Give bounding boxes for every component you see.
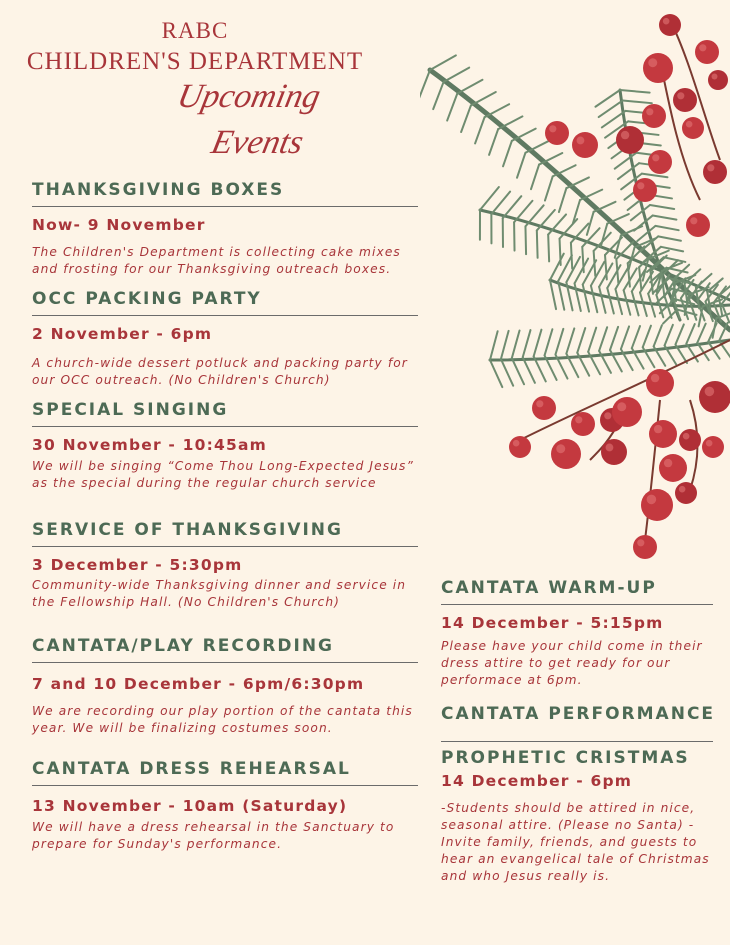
- event-occ-packing-party: [32, 289, 418, 389]
- event-date: 13 November - 10am (Saturday): [32, 797, 348, 815]
- event-description: Community-wide Thanksgiving dinner and service in the Fellowship Hall. (No Children's Church): [32, 578, 407, 609]
- berry: [686, 213, 710, 237]
- berry: [695, 40, 719, 64]
- event-date: 2 November - 6pm: [32, 325, 213, 343]
- event-title: CANTATA PERFORMANCE: [441, 704, 716, 724]
- berry: [679, 429, 701, 451]
- berry-highlight: [621, 131, 629, 139]
- event-title: CANTATA WARM-UP: [441, 578, 657, 598]
- berry-highlight: [646, 108, 653, 115]
- berry-highlight: [654, 425, 662, 433]
- berry: [659, 454, 687, 482]
- event-title: SPECIAL SINGING: [32, 400, 229, 420]
- berry-highlight: [536, 400, 543, 407]
- event-description: We are recording our play portion of the cantata this year. We will be finalizing costumes soon.: [32, 704, 413, 735]
- script-title-upcoming: Upcoming: [174, 78, 324, 115]
- berry: [675, 482, 697, 504]
- berry: [633, 178, 657, 202]
- berry: [532, 396, 556, 420]
- berry-highlight: [513, 440, 520, 447]
- berry: [545, 121, 569, 145]
- event-title: SERVICE OF THANKSGIVING: [32, 520, 343, 540]
- berry-highlight: [604, 412, 611, 419]
- berry: [673, 88, 697, 112]
- berry-highlight: [664, 459, 672, 467]
- divider: [32, 206, 418, 207]
- berry-highlight: [637, 182, 644, 189]
- berry: [699, 381, 730, 413]
- event-cantata-warm-up: [441, 578, 713, 689]
- berry: [648, 150, 672, 174]
- berry-highlight: [606, 444, 614, 452]
- berry-highlight: [712, 74, 718, 80]
- berry: [571, 412, 595, 436]
- berry-highlight: [617, 402, 626, 411]
- berry: [646, 369, 674, 397]
- event-cantata-performance: [441, 704, 716, 885]
- event-description: We will be singing “Come Thou Long-Expected Jesus” as the special during the regular church service: [32, 459, 414, 490]
- event-description: -Students should be attired in nice, seasonal attire. (Please no Santa) -Invite family, friends, and guests to hear an evangelical tale of Christmas and who Jesus really is.: [441, 801, 710, 883]
- berry: [702, 436, 724, 458]
- berry-highlight: [683, 433, 690, 440]
- berry: [641, 489, 673, 521]
- event-thanksgiving-boxes: [32, 180, 418, 278]
- berry: [643, 53, 673, 83]
- department-name: CHILDREN'S DEPARTMENT: [26, 48, 364, 75]
- event-date: 7 and 10 December - 6pm/6:30pm: [32, 675, 365, 693]
- divider: [32, 315, 418, 316]
- berry-highlight: [705, 387, 715, 397]
- script-title-events: Events: [208, 124, 307, 161]
- berry: [708, 70, 728, 90]
- event-title: OCC PACKING PARTY: [32, 289, 262, 309]
- berry-highlight: [577, 137, 585, 145]
- event-special-singing: [32, 400, 418, 492]
- berry-highlight: [556, 444, 565, 453]
- event-date: 30 November - 10:45am: [32, 436, 267, 454]
- berry: [616, 126, 644, 154]
- berry-highlight: [647, 495, 657, 505]
- berry: [682, 117, 704, 139]
- berry-highlight: [699, 44, 706, 51]
- berry-highlight: [549, 125, 556, 132]
- event-description: Please have your child come in their dress attire to get ready for our performace at 6pm.: [441, 639, 703, 687]
- berry-highlight: [637, 539, 644, 546]
- event-date: Now- 9 November: [32, 216, 206, 234]
- event-date: 3 December - 5:30pm: [32, 556, 243, 574]
- berry-highlight: [707, 164, 714, 171]
- event-title: THANKSGIVING BOXES: [32, 180, 285, 200]
- berry-highlight: [677, 92, 684, 99]
- divider: [32, 785, 418, 786]
- berry-highlight: [686, 121, 693, 128]
- berry: [572, 132, 598, 158]
- berry: [509, 436, 531, 458]
- event-date: 14 December - 6pm: [441, 772, 633, 790]
- org-name: RABC: [161, 18, 229, 43]
- berry-highlight: [706, 440, 713, 447]
- berry-highlight: [663, 18, 670, 25]
- pine-branch-illustration: [420, 0, 730, 570]
- berry-highlight: [652, 154, 659, 161]
- divider: [441, 604, 713, 605]
- berry: [633, 535, 657, 559]
- divider: [32, 426, 418, 427]
- event-service-of-thanksgiving: [32, 520, 418, 611]
- event-description: We will have a dress rehearsal in the Sanctuary to prepare for Sunday's performance.: [32, 820, 395, 851]
- event-description: The Children's Department is collecting cake mixes and frosting for our Thanksgiving outreach boxes.: [32, 245, 401, 276]
- event-title: CANTATA DRESS REHEARSAL: [32, 759, 351, 779]
- event-cantata-play-recording: [32, 636, 418, 737]
- berry: [612, 397, 642, 427]
- divider: [32, 546, 418, 547]
- berry: [551, 439, 581, 469]
- divider: [441, 741, 713, 742]
- event-description: A church-wide dessert potluck and packing party for our OCC outreach. (No Children's Church): [32, 356, 408, 387]
- berry-highlight: [648, 58, 657, 67]
- event-title: CANTATA/PLAY RECORDING: [32, 636, 335, 656]
- event-date: 14 December - 5:15pm: [441, 614, 664, 632]
- event-subtitle: PROPHETIC CRISTMAS: [441, 748, 690, 768]
- berry: [703, 160, 727, 184]
- berry: [642, 104, 666, 128]
- berry: [601, 439, 627, 465]
- divider: [32, 662, 418, 663]
- berry-highlight: [575, 416, 582, 423]
- berry-highlight: [690, 217, 697, 224]
- berry: [659, 14, 681, 36]
- event-cantata-dress-rehearsal: [32, 759, 418, 853]
- berry-highlight: [679, 486, 686, 493]
- berry-highlight: [651, 374, 659, 382]
- berry: [649, 420, 677, 448]
